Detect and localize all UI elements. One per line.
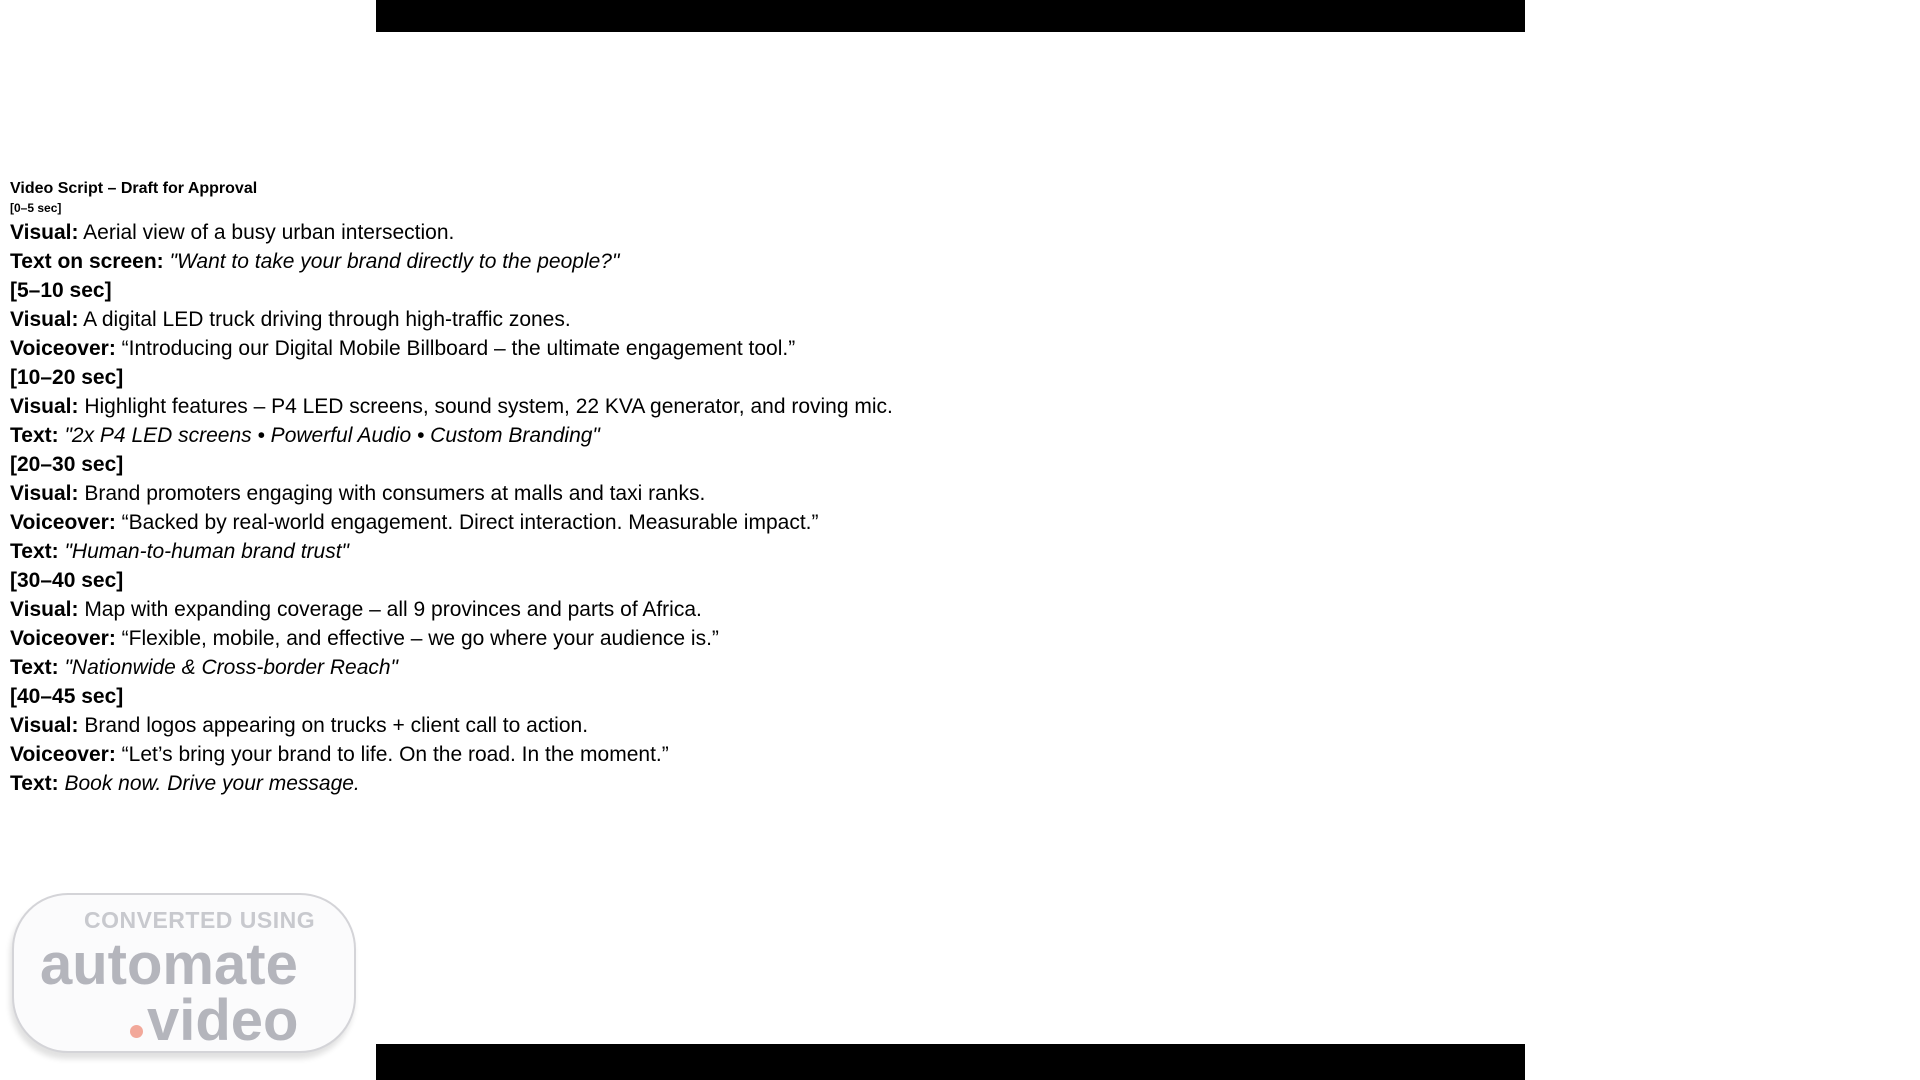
line-text: Brand logos appearing on trucks + client call to action. [78,714,589,737]
segment-heading: [0–5 sec] [10,201,62,215]
line-text: “Flexible, mobile, and effective – we go where your audience is.” [115,627,719,650]
line-text: Highlight features – P4 LED screens, sound system, 22 KVA generator, and roving mic. [78,395,893,418]
script-line [10,595,1110,624]
script-line [10,769,1110,798]
line-label: Text on screen: [10,250,164,273]
line-label: Visual: [10,221,79,244]
line-text: "Human-to-human brand trust" [58,540,349,563]
line-text: Brand promoters engaging with consumers at malls and taxi ranks. [78,482,706,505]
watermark-brand: automate [40,932,298,997]
line-label: Visual: [10,598,79,621]
segment-heading: [30–40 sec] [10,569,124,592]
segment-heading: [5–10 sec] [10,279,112,302]
line-label: Voiceover: [10,511,116,534]
segment-heading: [40–45 sec] [10,685,124,708]
line-label: Visual: [10,395,79,418]
line-text: "2x P4 LED screens • Powerful Audio • Custom Branding" [58,424,600,447]
segment-heading: [20–30 sec] [10,453,124,476]
script-line [10,247,1110,276]
script-lines [10,218,1110,798]
script-line [10,537,1110,566]
line-text: "Nationwide & Cross-border Reach" [58,656,399,679]
script-line [10,305,1110,334]
line-label: Visual: [10,482,79,505]
watermark-domain [130,987,299,1054]
line-label: Voiceover: [10,743,116,766]
line-label: Visual: [10,714,79,737]
script-line [10,711,1110,740]
line-text: “Let’s bring your brand to life. On the road. In the moment.” [115,743,669,766]
line-text: Book now. Drive your message. [58,772,360,795]
line-label: Visual: [10,308,79,331]
line-text: “Introducing our Digital Mobile Billboard – the ultimate engagement tool.” [115,337,796,360]
line-text: Aerial view of a busy urban intersection. [78,221,455,244]
document-title: Video Script – Draft for Approval [10,180,258,197]
line-text: A digital LED truck driving through high-traffic zones. [78,308,571,331]
line-label: Text: [10,540,59,563]
watermark-badge [12,893,356,1053]
watermark-caption: CONVERTED USING [84,907,316,933]
letterbox-bottom-bar [376,1044,1525,1080]
line-text: “Backed by real-world engagement. Direct interaction. Measurable impact.” [115,511,819,534]
line-label: Text: [10,424,59,447]
line-label: Voiceover: [10,627,116,650]
script-line [10,740,1110,769]
line-label: Text: [10,772,59,795]
script-line [10,421,1110,450]
script-line [10,624,1110,653]
watermark-domain-text: video [147,988,299,1053]
script-line [10,334,1110,363]
script-line [10,508,1110,537]
script-line [10,392,1110,421]
segment-heading: [10–20 sec] [10,366,124,389]
dot-icon [130,1025,143,1038]
line-text: Map with expanding coverage – all 9 provinces and parts of Africa. [78,598,702,621]
video-script [10,178,1110,798]
line-text: "Want to take your brand directly to the people?" [163,250,620,273]
line-label: Voiceover: [10,337,116,360]
script-line [10,218,1110,247]
script-line [10,653,1110,682]
script-line [10,479,1110,508]
letterbox-top-bar [376,0,1525,32]
line-label: Text: [10,656,59,679]
